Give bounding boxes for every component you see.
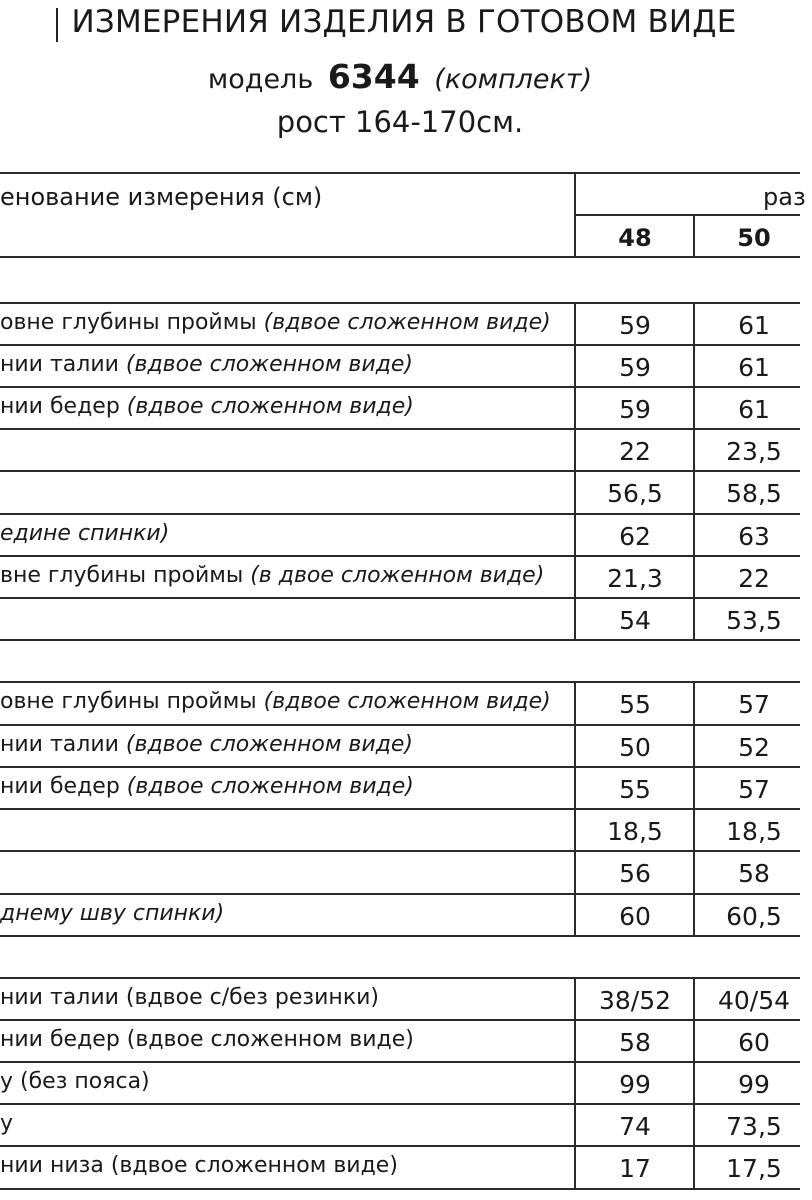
value-size-50: 40/54 [717,986,791,1015]
value-size-48: 59 [619,311,651,340]
row-border [0,597,800,599]
header-size-label: раз [763,183,806,211]
table-top-border [0,172,800,174]
value-size-48: 50 [619,733,651,762]
row-border [0,1061,800,1063]
value-size-48: 62 [619,522,651,551]
value-size-50: 60,5 [726,902,782,931]
value-size-50: 73,5 [726,1112,782,1141]
value-size-48: 74 [619,1112,651,1141]
row-label [0,985,379,1010]
row-label [0,1069,150,1094]
value-size-50: 61 [738,353,770,382]
row-border [0,344,800,346]
header-bottom-border [0,256,800,258]
section-bottom-border [0,1188,800,1190]
model-note: (комплект) [434,64,593,95]
row-label-text: нии бедер [0,394,127,419]
row-label [0,1027,414,1052]
row-label-text: нии талии [0,352,126,377]
row-label-note: (вдвое сложенном виде) [263,689,551,714]
value-size-48: 54 [619,606,651,635]
row-border [0,1103,800,1105]
title-text: ИЗМЕРЕНИЯ ИЗДЕЛИЯ В ГОТОВОМ ВИДЕ [71,4,737,40]
value-size-48: 22 [619,437,651,466]
row-label-text: нии бедер (вдвое сложенном виде) [0,1027,414,1052]
value-size-50: 17,5 [726,1154,782,1183]
row-border [0,766,800,768]
row-label-text: у [0,1111,14,1136]
row-border [0,302,800,304]
value-size-50: 23,5 [726,437,782,466]
value-size-48: 60 [619,902,651,931]
row-label-text: овне глубины проймы [0,689,264,714]
row-label-note: (вдвое сложенном виде) [125,352,414,377]
header-split-line [576,214,800,216]
row-label [0,521,169,546]
value-size-48: 59 [619,395,651,424]
label-divider [574,977,576,1190]
row-label-text: нии бедер [0,774,127,799]
header-label: енование измерения (см) [0,183,323,211]
row-border [0,977,800,979]
row-border [0,724,800,726]
row-label [0,901,224,926]
row-label-text: овне глубины проймы [0,310,264,335]
value-size-50: 58 [738,859,770,888]
value-size-48: 38/52 [598,986,672,1015]
row-border [0,808,800,810]
value-size-48: 55 [619,690,651,719]
row-border [0,428,800,430]
row-label [0,1153,398,1178]
value-size-50: 61 [738,395,770,424]
row-label-note: (вдвое сложенном виде) [126,394,414,419]
value-size-48: 21,3 [607,564,663,593]
row-border [0,555,800,557]
row-border [0,470,800,472]
label-divider [574,302,576,641]
row-label-note: (вдвое сложенном виде) [125,732,414,757]
value-size-48: 58 [619,1028,651,1057]
header-divider [574,172,576,258]
row-label [0,563,544,588]
value-size-50: 53,5 [726,606,782,635]
row-label-text: нии низа (вдвое сложенном виде) [0,1153,398,1178]
row-border [0,513,800,515]
height-text: рост 164-170см. [276,105,524,139]
value-size-50: 52 [738,733,770,762]
row-label-note: днему шву спинки) [0,901,225,926]
row-label-note: (вдвое сложенном виде) [263,310,551,335]
section-bottom-border [0,935,800,937]
value-size-48: 17 [619,1154,651,1183]
value-size-50: 58,5 [726,479,782,508]
row-border [0,893,800,895]
row-label-note: (вдвое сложенном виде) [126,774,414,799]
height-line [0,105,800,139]
value-size-48: 56 [619,859,651,888]
value-size-48: 18,5 [607,817,663,846]
row-label-text: нии талии [0,732,126,757]
model-number: 6344 [327,57,420,96]
label-divider [574,681,576,937]
row-border [0,1145,800,1147]
value-size-50: 99 [738,1070,770,1099]
section-bottom-border [0,639,800,641]
value-size-48: 55 [619,775,651,804]
row-border [0,386,800,388]
size-50-header: 50 [737,224,771,252]
row-border [0,1019,800,1021]
value-size-48: 56,5 [607,479,663,508]
row-label-text: нии талии (вдвое с/без резинки) [0,985,379,1010]
size-divider [693,681,695,937]
document-title [0,4,804,40]
row-label-note: (в двое сложенном виде) [250,563,545,588]
row-label [0,352,413,377]
model-prefix: модель [207,64,314,95]
value-size-50: 60 [738,1028,770,1057]
value-size-50: 63 [738,522,770,551]
size-48-header: 48 [618,224,652,252]
size-divider-header [693,214,695,258]
value-size-50: 18,5 [726,817,782,846]
row-label [0,689,551,714]
row-label-text: у (без пояса) [0,1069,150,1094]
row-label [0,732,413,757]
value-size-50: 57 [738,690,770,719]
value-size-48: 99 [619,1070,651,1099]
model-line [0,57,800,96]
value-size-50: 57 [738,775,770,804]
size-divider [693,302,695,641]
value-size-48: 59 [619,353,651,382]
size-divider [693,977,695,1190]
row-label-text: вне глубины проймы [0,563,251,588]
row-label [0,774,414,799]
row-label [0,310,551,335]
row-border [0,850,800,852]
value-size-50: 22 [738,564,770,593]
row-label [0,1111,13,1136]
value-size-50: 61 [738,311,770,340]
row-label-note: едине спинки) [0,521,170,546]
row-label [0,394,414,419]
row-border [0,681,800,683]
